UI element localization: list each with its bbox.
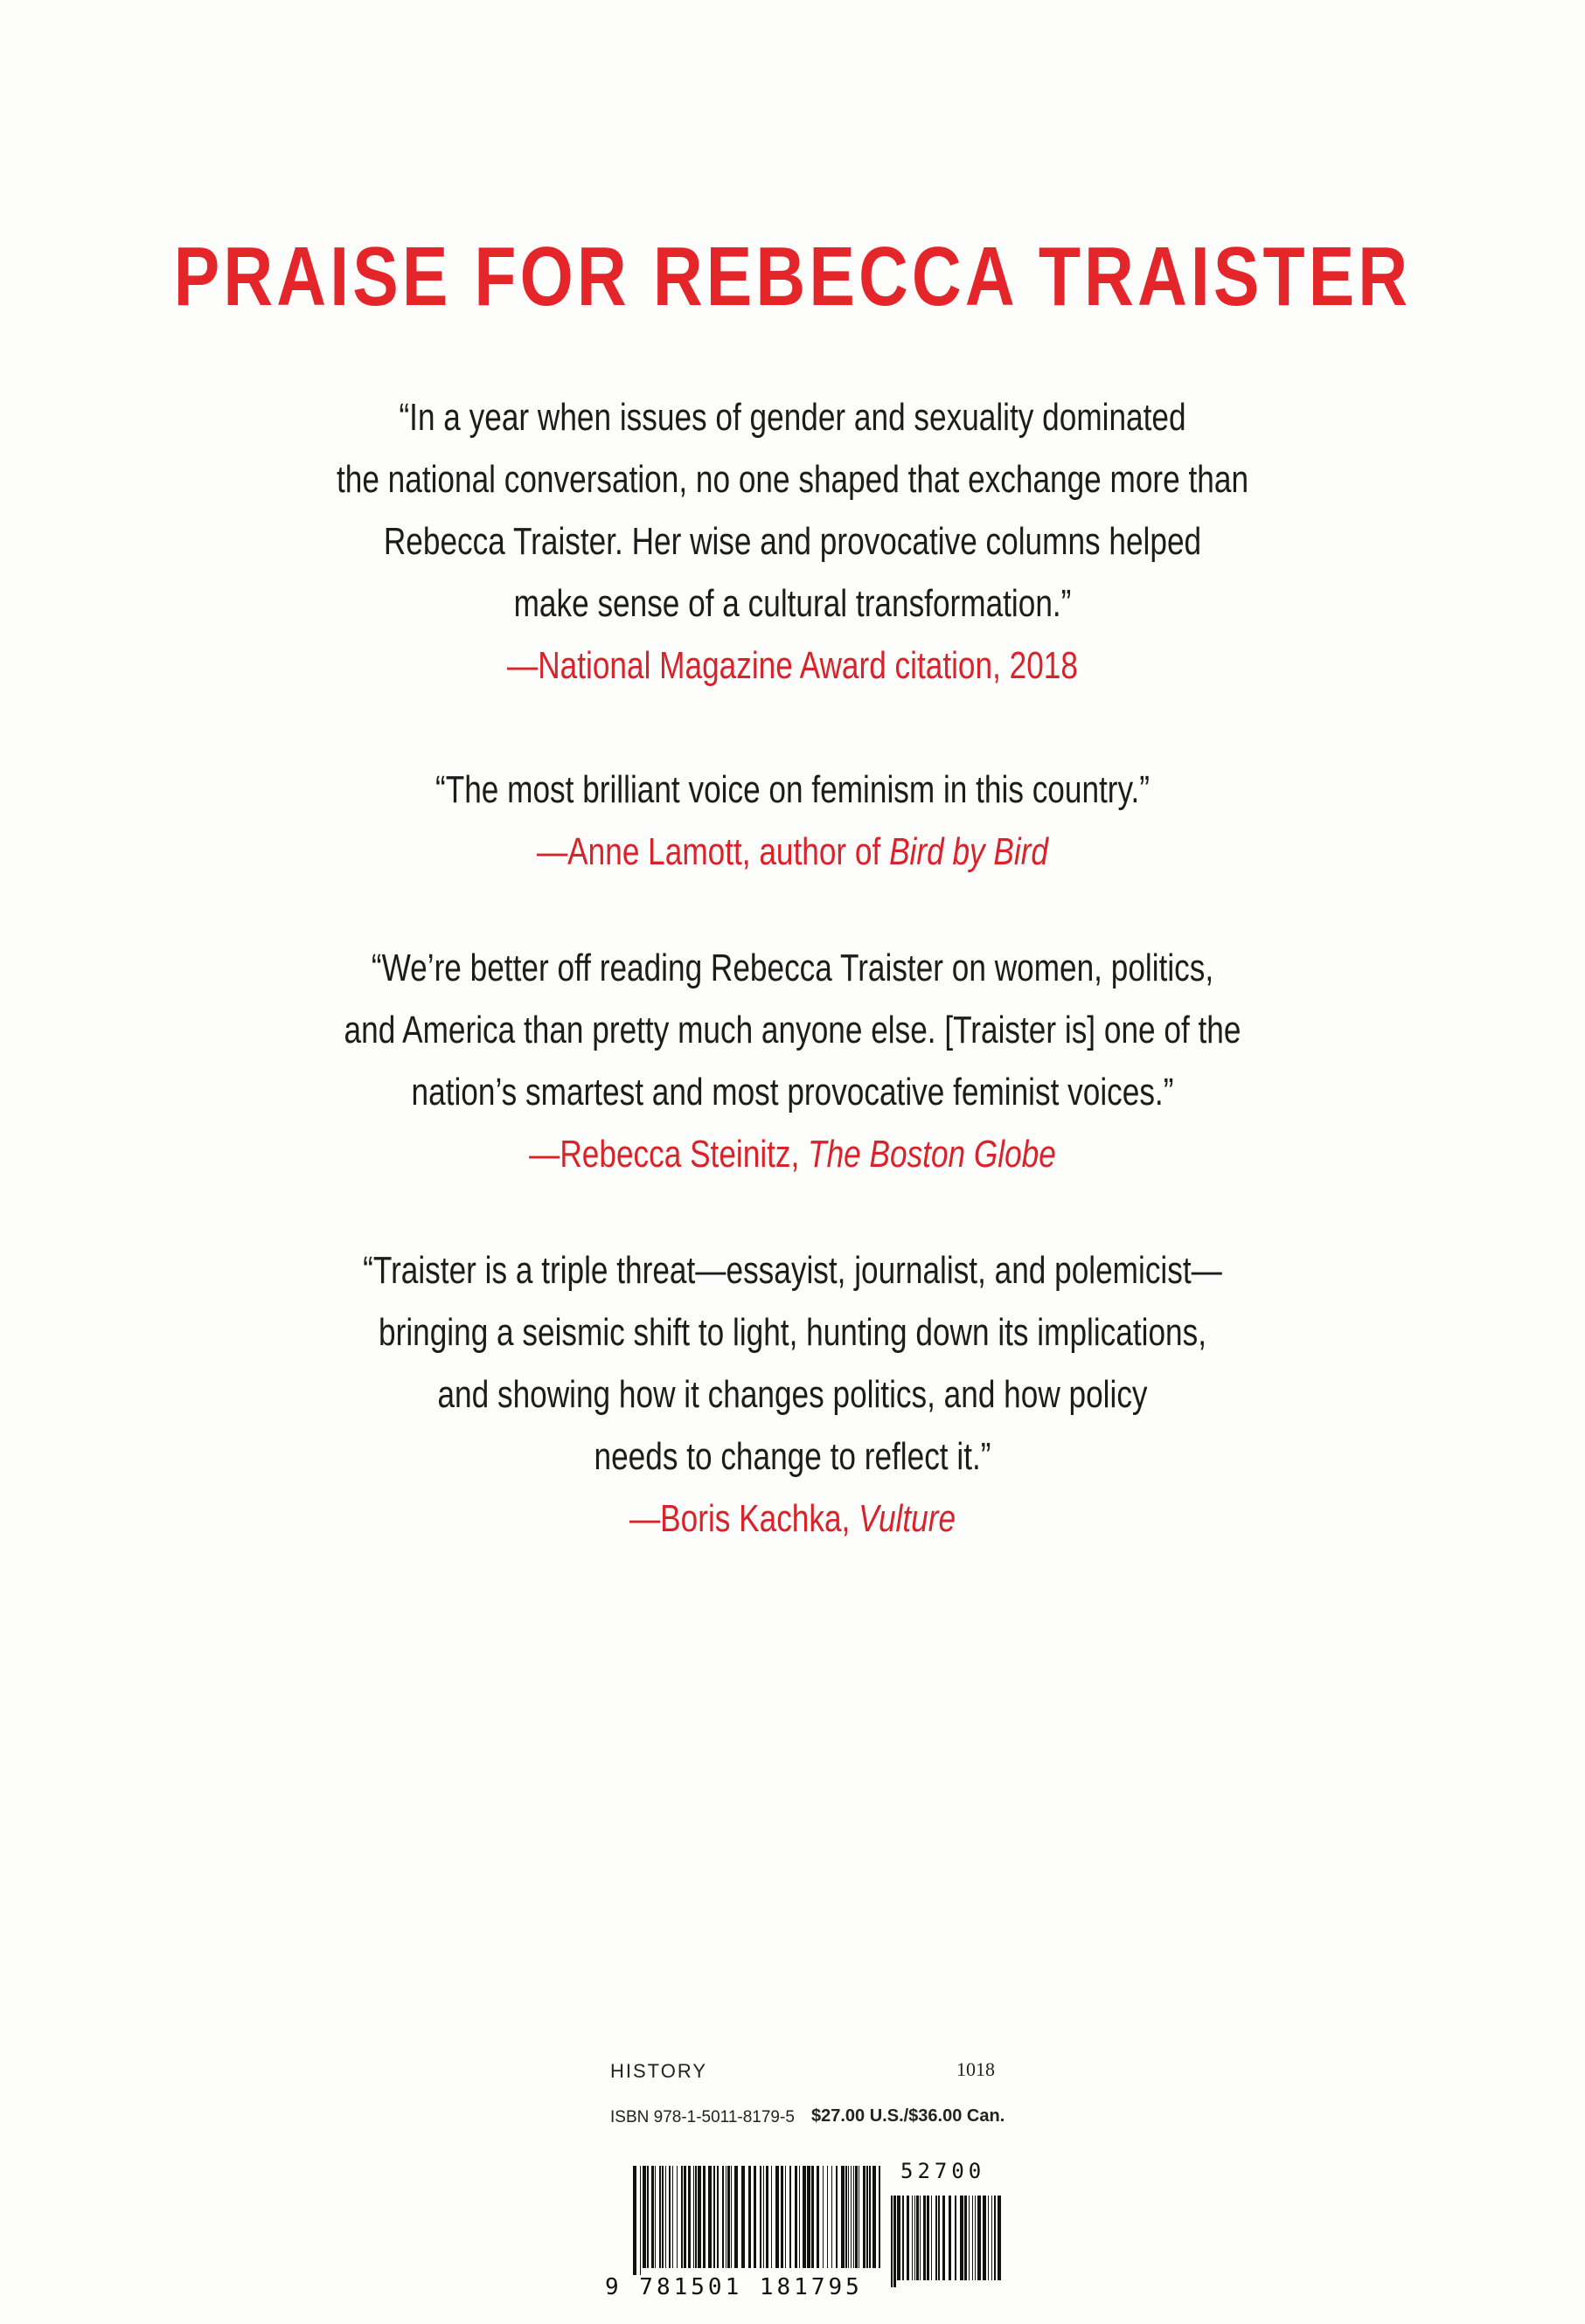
barcode-bar bbox=[853, 2166, 854, 2268]
barcode-bar bbox=[927, 2196, 929, 2280]
blurb-text bbox=[158, 937, 1426, 1123]
blurb-line: bringing a seismic shift to light, hunting down its implications, bbox=[379, 1311, 1206, 1354]
barcode-bar bbox=[760, 2166, 761, 2268]
barcode-bar bbox=[640, 2166, 641, 2275]
blurb-attribution bbox=[158, 1123, 1426, 1185]
barcode-bar bbox=[998, 2196, 1001, 2280]
barcode-bar bbox=[991, 2196, 992, 2280]
barcode-bar bbox=[866, 2166, 868, 2268]
attribution-source: Vulture bbox=[859, 1497, 956, 1540]
barcode-bar bbox=[863, 2166, 865, 2268]
barcode-bar bbox=[988, 2196, 989, 2280]
blurb-line: make sense of a cultural transformation.” bbox=[513, 582, 1072, 625]
blurb-line: “We’re better off reading Rebecca Traister on women, politics, bbox=[371, 947, 1214, 989]
barcode-digits: 9 781501 181795 bbox=[605, 2274, 863, 2300]
barcode-bar bbox=[651, 2166, 654, 2268]
barcode-bar bbox=[942, 2196, 945, 2280]
barcode-bar bbox=[914, 2196, 915, 2280]
blurb-attribution bbox=[158, 635, 1426, 697]
barcode-bar bbox=[969, 2196, 970, 2280]
barcode-bar bbox=[655, 2166, 656, 2268]
attribution-text: —Rebecca Steinitz, bbox=[529, 1133, 809, 1176]
barcode-bar bbox=[841, 2166, 845, 2268]
barcode-addon-bars bbox=[889, 2196, 1003, 2287]
barcode-bar bbox=[907, 2196, 909, 2280]
barcode-bar bbox=[955, 2196, 956, 2280]
barcode-bar bbox=[795, 2166, 797, 2268]
barcode-bar bbox=[823, 2166, 824, 2268]
barcode-bar bbox=[923, 2196, 926, 2280]
barcode-bar bbox=[748, 2166, 751, 2268]
barcode-bar bbox=[693, 2166, 694, 2268]
barcode-bar bbox=[872, 2166, 876, 2268]
barcode-bar bbox=[684, 2166, 686, 2268]
blurb-text bbox=[158, 386, 1426, 635]
barcode-bar bbox=[831, 2166, 832, 2268]
barcode-bar bbox=[708, 2166, 712, 2268]
barcode-bar bbox=[647, 2166, 649, 2268]
attribution-source: Bird by Bird bbox=[889, 830, 1049, 873]
barcode-bar bbox=[727, 2166, 730, 2268]
barcode-bar bbox=[938, 2196, 940, 2280]
price: $27.00 U.S./$36.00 Can. bbox=[811, 2106, 1005, 2126]
barcode-bar bbox=[775, 2166, 779, 2268]
barcode-bar bbox=[855, 2166, 858, 2268]
blurb-vulture bbox=[0, 1239, 1585, 1550]
barcode-bar bbox=[912, 2196, 913, 2280]
barcode-bar bbox=[920, 2196, 921, 2280]
barcode-bar bbox=[734, 2166, 738, 2268]
blurb-anne-lamott bbox=[0, 759, 1585, 883]
barcode-bar bbox=[977, 2196, 981, 2280]
barcode-bar bbox=[983, 2196, 986, 2280]
barcode-bar bbox=[891, 2196, 893, 2287]
barcode-bar bbox=[972, 2196, 973, 2280]
blurb-boston-globe bbox=[0, 937, 1585, 1185]
barcode-bar bbox=[713, 2166, 715, 2268]
isbn-barcode bbox=[605, 2159, 1007, 2307]
blurb-attribution bbox=[158, 821, 1426, 883]
barcode-bar bbox=[836, 2166, 838, 2268]
barcode-bar bbox=[851, 2166, 852, 2268]
barcode-bar bbox=[949, 2196, 951, 2280]
praise-heading: PRAISE FOR REBECCA TRAISTER bbox=[173, 230, 1412, 323]
barcode-bar bbox=[681, 2166, 683, 2268]
attribution-text: —Boris Kachka, bbox=[629, 1497, 859, 1540]
blurb-national-magazine-award bbox=[0, 386, 1585, 697]
barcode-bar bbox=[807, 2166, 810, 2268]
barcode-bar bbox=[789, 2166, 791, 2268]
barcode-bar bbox=[869, 2166, 871, 2268]
blurb-line: and America than pretty much anyone else. [Traister is] one of the bbox=[344, 1009, 1241, 1051]
barcode-bar bbox=[688, 2166, 691, 2268]
print-code: 1018 bbox=[956, 2058, 995, 2080]
barcode-bar bbox=[845, 2166, 847, 2268]
blurb-line: “In a year when issues of gender and sexuality dominated bbox=[399, 396, 1186, 439]
isbn: ISBN 978-1-5011-8179-5 bbox=[610, 2108, 795, 2126]
barcode-bar bbox=[754, 2166, 756, 2268]
barcode-bar bbox=[781, 2166, 783, 2268]
barcode-bar bbox=[935, 2196, 937, 2280]
blurb-line: nation’s smartest and most provocative feminist voices.” bbox=[411, 1071, 1174, 1113]
barcode-bar bbox=[994, 2196, 996, 2280]
barcode-bar bbox=[879, 2166, 880, 2268]
blurb-line: the national conversation, no one shaped that exchange more than bbox=[336, 458, 1249, 501]
barcode-bar bbox=[811, 2166, 814, 2268]
barcode-bar bbox=[803, 2166, 806, 2268]
blurb-line: Rebecca Traister. Her wise and provocative columns helped bbox=[383, 520, 1202, 563]
barcode-bar bbox=[717, 2166, 719, 2268]
barcode-bar bbox=[669, 2166, 671, 2268]
barcode-bar bbox=[633, 2166, 636, 2275]
subject-category: HISTORY bbox=[610, 2060, 707, 2082]
blurb-line: “The most brilliant voice on feminism in this country.” bbox=[434, 768, 1151, 811]
barcode-bar bbox=[677, 2166, 678, 2268]
barcode-bar bbox=[703, 2166, 706, 2268]
blurb-text bbox=[158, 1239, 1426, 1488]
barcode-bar bbox=[897, 2196, 900, 2280]
barcode-bar bbox=[698, 2166, 701, 2268]
barcode-main-bars bbox=[631, 2166, 883, 2275]
barcode-bar bbox=[785, 2166, 786, 2268]
barcode-bar bbox=[741, 2166, 745, 2268]
barcode-bar bbox=[722, 2166, 724, 2268]
barcode-bar bbox=[799, 2166, 800, 2268]
blurb-line: needs to change to reflect it.” bbox=[594, 1435, 991, 1478]
barcode-bar bbox=[817, 2166, 819, 2268]
barcode-bar bbox=[731, 2166, 732, 2268]
barcode-bar bbox=[771, 2166, 772, 2268]
blurb-attribution bbox=[158, 1488, 1426, 1550]
barcode-bar bbox=[931, 2196, 932, 2280]
barcode-bar bbox=[672, 2166, 673, 2268]
barcode-bar bbox=[960, 2196, 963, 2280]
barcode-bar bbox=[916, 2196, 919, 2280]
barcode-bar bbox=[964, 2196, 967, 2280]
attribution-text: —Anne Lamott, author of bbox=[536, 830, 890, 873]
barcode-bar bbox=[766, 2166, 768, 2268]
barcode-bar bbox=[848, 2166, 849, 2268]
barcode-bar bbox=[975, 2196, 976, 2280]
barcode-bar bbox=[665, 2166, 666, 2268]
barcode-addon-digits: 52700 bbox=[900, 2159, 986, 2183]
attribution-source: The Boston Globe bbox=[808, 1133, 1056, 1176]
barcode-bar bbox=[695, 2166, 697, 2268]
blurb-line: and showing how it changes politics, and how policy bbox=[437, 1373, 1148, 1416]
blurb-text bbox=[158, 759, 1426, 821]
blurb-line: “Traister is a triple threat—essayist, journalist, and polemicist— bbox=[363, 1249, 1222, 1292]
barcode-bar bbox=[662, 2166, 664, 2268]
barcode-bar bbox=[643, 2166, 646, 2268]
barcode-bar bbox=[763, 2166, 764, 2268]
barcode-bar bbox=[893, 2196, 896, 2287]
barcode-bar bbox=[659, 2166, 661, 2268]
barcode-bar bbox=[902, 2196, 904, 2280]
attribution-text: —National Magazine Award citation, 2018 bbox=[507, 644, 1078, 687]
barcode-bar bbox=[827, 2166, 828, 2268]
